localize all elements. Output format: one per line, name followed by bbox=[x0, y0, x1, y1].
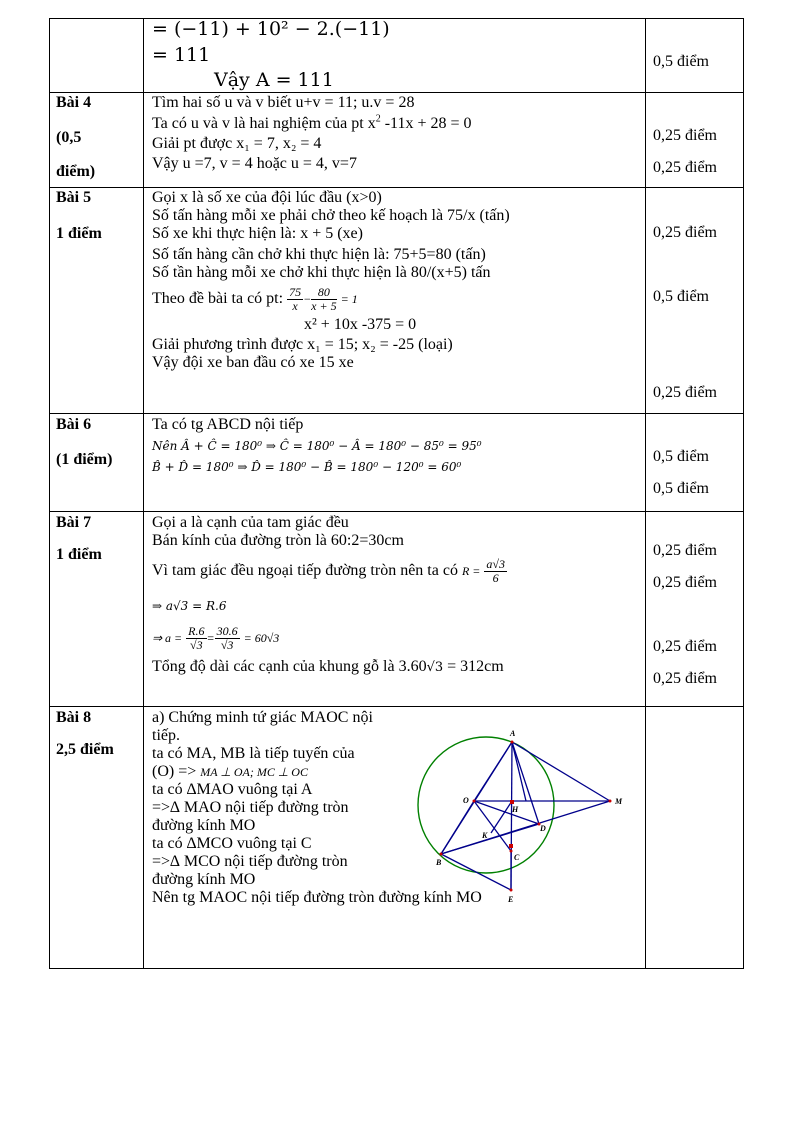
exercise-points: 1 điểm bbox=[56, 225, 102, 242]
exercise-points: (1 điểm) bbox=[56, 451, 113, 468]
point-marker bbox=[609, 800, 612, 803]
score-value: 0,25 điểm bbox=[653, 542, 717, 559]
score-value: 0,5 điểm bbox=[653, 448, 709, 465]
score-value: 0,25 điểm bbox=[653, 574, 717, 591]
fraction: $\frac{75}{x}$ bbox=[289, 285, 302, 313]
text-line: Tìm hai số u và v biết u+v = 11; u.v = 28 bbox=[152, 94, 415, 111]
label-m: M bbox=[615, 797, 623, 806]
row-bai7 bbox=[50, 512, 744, 707]
text-line: Số tấn hàng mỗi xe phải chở theo kế hoạch là 75/x (tấn) bbox=[152, 207, 510, 224]
text-line: (O) => MA ⊥ OA; MC ⊥ OC bbox=[152, 763, 308, 780]
score-value: 0,25 điểm bbox=[653, 384, 717, 401]
label-c: C bbox=[514, 853, 520, 862]
text-line: Gọi x là số xe của đội lúc đầu (x>0) bbox=[152, 189, 382, 206]
point-marker bbox=[510, 850, 513, 853]
text-line: ta có ∆MCO vuông tại C bbox=[152, 835, 312, 852]
solution-cell bbox=[144, 188, 646, 414]
segment-bd bbox=[441, 824, 539, 854]
text-line: =>∆ MCO nội tiếp đường tròn bbox=[152, 853, 348, 870]
score-cell bbox=[646, 188, 744, 414]
row-label-empty bbox=[50, 19, 144, 93]
point-marker bbox=[473, 800, 476, 803]
text-line: Ta có tg ABCD nội tiếp bbox=[152, 416, 304, 433]
segment-od bbox=[474, 801, 539, 824]
text-line: Nên tg MAOC nội tiếp đường tròn đường kính MO bbox=[152, 889, 482, 906]
label-e: E bbox=[508, 895, 514, 904]
row-label bbox=[50, 93, 144, 188]
label-a: A bbox=[510, 729, 516, 738]
segment-oc bbox=[474, 801, 511, 851]
score-cell bbox=[646, 414, 744, 512]
point-marker bbox=[511, 741, 514, 744]
exercise-points: 1 điểm bbox=[56, 546, 102, 563]
score-cell bbox=[646, 707, 744, 969]
solution-cell bbox=[144, 707, 646, 969]
label-b: B bbox=[436, 858, 442, 867]
equation-line: B̂ + D̂ = 180⁰ ⇒ D̂ = 180⁰ − B̂ = 180⁰ − 120⁰ = 60⁰ bbox=[152, 460, 462, 474]
geometry-figure bbox=[406, 725, 646, 925]
equation-line: = (−11) + 10² − 2.(−11) bbox=[152, 18, 390, 40]
solution-cell bbox=[144, 93, 646, 188]
row-bai8 bbox=[50, 707, 744, 969]
text-line: Giải phương trình được x₁ = 15; x₂ = -25 (loại) bbox=[152, 336, 453, 353]
point-marker bbox=[440, 853, 443, 856]
solution-cell bbox=[144, 19, 646, 93]
row-bai6 bbox=[50, 414, 744, 512]
text-line: Bán kính của đường tròn là 60:2=30cm bbox=[152, 532, 404, 549]
equation-line: Nên Â + Ĉ = 180⁰ ⇒ Ĉ = 180⁰ − Â = 180⁰ − 85⁰ = 95⁰ bbox=[152, 439, 482, 453]
equation-line: = 111 bbox=[152, 44, 211, 66]
row-bai3-continued bbox=[50, 19, 744, 93]
fraction: $\frac{30.6}{√3}$ bbox=[216, 624, 238, 652]
equation-line: Vì tam giác đều ngoại tiếp đường tròn nên ta có R = $\frac{a√3}{6}$ bbox=[152, 557, 505, 585]
text-line: đường kính MO bbox=[152, 817, 256, 834]
text-line: tiếp. bbox=[152, 727, 180, 744]
fraction: $\frac{80}{x + 5}$ bbox=[311, 285, 337, 313]
equation-line: x² + 10x -375 = 0 bbox=[304, 316, 417, 333]
label-o: O bbox=[463, 796, 469, 805]
equation-line: Theo đề bài ta có pt: $\frac{75}{x}$ − $\frac{80}{x + 5}$ = 1 bbox=[152, 285, 358, 313]
text-line: Số tấn hàng cần chở khi thực hiện là: 75+5=80 (tấn) bbox=[152, 246, 486, 263]
solution-cell bbox=[144, 414, 646, 512]
row-label bbox=[50, 707, 144, 969]
segment-kh bbox=[491, 801, 512, 833]
exercise-number: Bài 7 bbox=[56, 514, 92, 531]
fraction: $\frac{a√3}{6}$ bbox=[486, 557, 505, 585]
score-value: 0,5 điểm bbox=[653, 288, 709, 305]
text-line: Vậy u =7, v = 4 hoặc u = 4, v=7 bbox=[152, 155, 357, 172]
exercise-points: 2,5 điểm bbox=[56, 741, 114, 758]
equation-line: ⇒ a√3 = R.6 bbox=[152, 599, 227, 613]
score-value: 0,25 điểm bbox=[653, 224, 717, 241]
row-bai5 bbox=[50, 188, 744, 414]
row-bai4 bbox=[50, 93, 744, 188]
right-angle-mark bbox=[509, 844, 513, 848]
label-h: H bbox=[512, 805, 519, 814]
segment-am bbox=[512, 742, 610, 801]
exercise-number: Bài 6 bbox=[56, 416, 92, 433]
right-angle-mark bbox=[510, 800, 514, 804]
text-line: Tổng độ dài các cạnh của khung gỗ là 3.60√3 = 312cm bbox=[152, 658, 504, 675]
solution-cell bbox=[144, 512, 646, 707]
row-label bbox=[50, 414, 144, 512]
text-line: đường kính MO bbox=[152, 871, 256, 888]
equation-line: ⇒ a = $\frac{R.6}{√3}$ = $\frac{30.6}{√3}$ = 60√3 bbox=[152, 624, 280, 652]
text-line: Giải pt được x₁ = 7, x₂ = 4 bbox=[152, 135, 322, 152]
score-cell bbox=[646, 19, 744, 93]
score-cell bbox=[646, 93, 744, 188]
segment-ah bbox=[512, 742, 526, 801]
score-value: 0,25 điểm bbox=[653, 127, 717, 144]
text-line: ta có ∆MAO vuông tại A bbox=[152, 781, 313, 798]
text-line: Vậy đội xe ban đầu có xe 15 xe bbox=[152, 354, 354, 371]
exercise-number: Bài 5 bbox=[56, 189, 92, 206]
score-value: 0,25 điểm bbox=[653, 638, 717, 655]
text-line: =>∆ MAO nội tiếp đường tròn bbox=[152, 799, 349, 816]
label-k: K bbox=[482, 831, 488, 840]
text-line: a) Chứng minh tứ giác MAOC nội bbox=[152, 709, 373, 726]
label-d: D bbox=[540, 824, 546, 833]
row-label bbox=[50, 188, 144, 414]
text-line: Số tần hàng mỗi xe chở khi thực hiện là 80/(x+5) tấn bbox=[152, 264, 491, 281]
score-value: 0,5 điểm bbox=[653, 53, 709, 70]
row-label bbox=[50, 512, 144, 707]
score-value: 0,25 điểm bbox=[653, 159, 717, 176]
score-value: 0,25 điểm bbox=[653, 670, 717, 687]
answer-table bbox=[49, 18, 744, 969]
conclusion-line: Vậy A = 111 bbox=[214, 69, 334, 91]
exercise-points: điểm) bbox=[56, 163, 96, 180]
exercise-number: Bài 4 bbox=[56, 94, 92, 111]
score-cell bbox=[646, 512, 744, 707]
exercise-points: (0,5 bbox=[56, 129, 82, 146]
fraction: $\frac{R.6}{√3}$ bbox=[188, 624, 205, 652]
text-line: Ta có u và v là hai nghiệm của pt $x^2$ -11x + 28 = 0 bbox=[152, 113, 472, 132]
point-marker bbox=[510, 889, 513, 892]
score-value: 0,5 điểm bbox=[653, 480, 709, 497]
exercise-number: Bài 8 bbox=[56, 709, 92, 726]
text-line: Số xe khi thực hiện là: x + 5 (xe) bbox=[152, 225, 363, 242]
text-line: ta có MA, MB là tiếp tuyến của bbox=[152, 745, 355, 762]
text-line: Gọi a là cạnh của tam giác đều bbox=[152, 514, 349, 531]
